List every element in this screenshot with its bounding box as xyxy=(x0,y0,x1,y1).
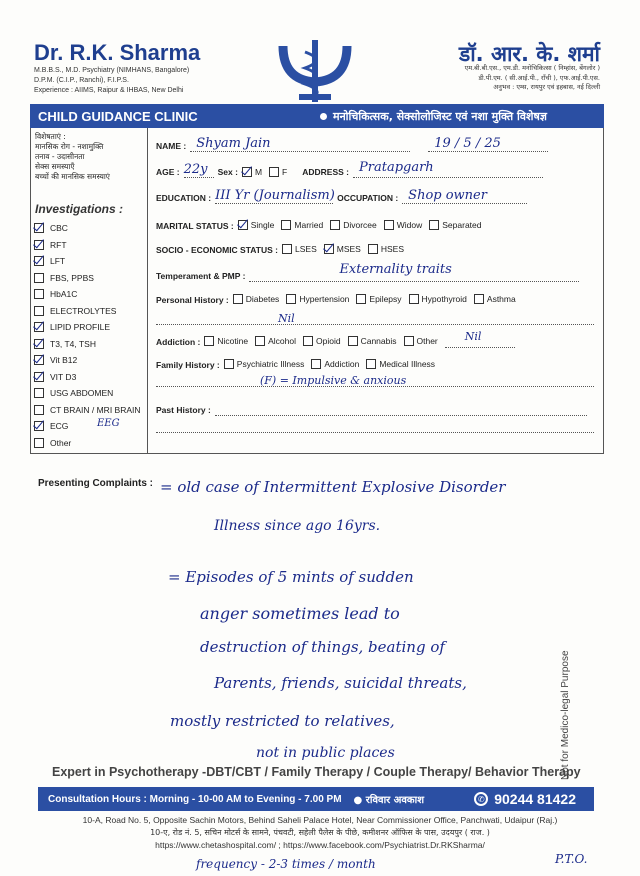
family-history-value: (F) = Impulsive & anxious xyxy=(260,374,407,387)
qualification-line-hindi: डी.पी.एम. ( सी.आई.पी., राँची ), एफ.आई.पी.एस. xyxy=(478,73,600,82)
personal-history-row xyxy=(156,294,523,306)
personal-history-option[interactable] xyxy=(356,294,401,304)
investigation-label: ELECTROLYTES xyxy=(50,305,117,316)
checkbox[interactable] xyxy=(303,336,313,346)
complaint-line: Illness since ago 16yrs. xyxy=(214,518,381,534)
option-label: F xyxy=(282,167,288,177)
marital-option[interactable] xyxy=(429,220,481,230)
clinic-tagline xyxy=(280,109,547,124)
checkbox[interactable] xyxy=(34,339,44,349)
date-field[interactable] xyxy=(428,136,548,152)
sex-option-m[interactable] xyxy=(242,167,262,177)
checkbox[interactable] xyxy=(409,294,419,304)
addiction-option[interactable] xyxy=(204,336,248,346)
checkbox[interactable] xyxy=(242,167,252,177)
checkbox[interactable] xyxy=(348,336,358,346)
occupation-label: OCCUPATION : xyxy=(337,193,399,203)
checkbox[interactable] xyxy=(366,359,376,369)
complaint-line: = Episodes of 5 mints of sudden xyxy=(168,568,414,586)
temperament-row xyxy=(156,262,579,282)
option-label: Hypertension xyxy=(299,294,350,304)
checkbox[interactable] xyxy=(238,220,248,230)
clinic-tagline-text: मनोचिकित्सक, सेक्सोलोजिस्ट एवं नशा मुक्ति विशेषज्ञ xyxy=(333,109,547,123)
checkbox[interactable] xyxy=(34,223,44,233)
sex-label: Sex : xyxy=(217,167,238,177)
investigation-label: CT BRAIN / MRI BRAIN xyxy=(50,404,141,415)
investigation-label: VIT D3 xyxy=(50,371,77,382)
option-label: Divorcee xyxy=(343,220,377,230)
personal-history-option[interactable] xyxy=(286,294,349,304)
investigation-label: RFT xyxy=(50,239,67,250)
age-value: 22y xyxy=(183,162,208,177)
checkbox[interactable] xyxy=(34,438,44,448)
specialty-item: बच्चों की मानसिक समस्याएं xyxy=(35,172,110,181)
socio-economic-row xyxy=(156,244,411,256)
qualification-line: Experience : AIIMS, Raipur & IHBAS, New Delhi xyxy=(34,87,184,94)
website-links[interactable]: https://www.chetashospital.com/ ; https://www.facebook.com/Psychiatrist.Dr.RKSharma/ xyxy=(155,840,485,850)
checkbox[interactable] xyxy=(255,336,265,346)
checkbox[interactable] xyxy=(34,256,44,266)
complaint-line: not in public places xyxy=(256,745,395,761)
marital-status-row xyxy=(156,220,489,232)
investigations-list xyxy=(34,220,149,451)
occupation-value: Shop owner xyxy=(408,188,487,203)
qualification-line: M.B.B.S., M.D. Psychiatry (NIMHANS, Bangalore) xyxy=(34,67,190,74)
investigation-label: LIPID PROFILE xyxy=(50,322,110,333)
checkbox[interactable] xyxy=(330,220,340,230)
family-history-label: Family History : xyxy=(156,360,220,370)
socio-option[interactable] xyxy=(368,244,404,254)
past-history-row xyxy=(156,404,587,416)
family-options xyxy=(224,359,442,371)
dotted-line xyxy=(156,324,594,325)
option-label: LSES xyxy=(295,244,317,254)
specialties-list xyxy=(35,132,110,182)
doctor-name-hindi: डॉ. आर. के. शर्मा xyxy=(459,42,600,66)
psychiatry-psi-caduceus-icon xyxy=(275,38,355,104)
personal-history-value: Nil xyxy=(278,312,295,325)
name-row xyxy=(156,136,548,152)
option-label: Widow xyxy=(396,220,423,230)
checkbox[interactable] xyxy=(204,336,214,346)
investigation-label: CBC xyxy=(50,223,68,234)
option-label: Psychiatric Illness xyxy=(236,359,305,369)
investigation-label: HbA1C xyxy=(50,289,78,300)
marital-options xyxy=(238,220,489,232)
investigation-label: T3, T4, TSH xyxy=(50,338,96,349)
marital-option[interactable] xyxy=(384,220,423,230)
investigation-item[interactable] xyxy=(34,435,149,452)
complaint-line: = old case of Intermittent Explosive Disorder xyxy=(160,478,506,496)
investigation-item[interactable] xyxy=(34,352,149,369)
investigation-label: Other xyxy=(50,437,72,448)
checkbox[interactable] xyxy=(34,421,44,431)
addiction-option[interactable] xyxy=(255,336,296,346)
checkbox[interactable] xyxy=(324,244,334,254)
investigation-item[interactable] xyxy=(34,319,149,336)
socio-label: SOCIO - ECONOMIC STATUS : xyxy=(156,245,278,255)
checkbox[interactable] xyxy=(34,240,44,250)
socio-option[interactable] xyxy=(282,244,317,254)
personal-history-label: Personal History : xyxy=(156,295,229,305)
option-label: Other xyxy=(416,336,438,346)
investigation-label: Vit B12 xyxy=(50,355,78,366)
sidebar xyxy=(30,128,148,454)
checkbox[interactable] xyxy=(368,244,378,254)
investigation-item[interactable] xyxy=(34,286,149,303)
option-label: Asthma xyxy=(486,294,516,304)
investigations-title: Investigations : xyxy=(35,202,124,216)
doctor-name: Dr. R.K. Sharma xyxy=(34,40,201,65)
specialty-heading: विशेषताएं : xyxy=(35,132,66,141)
checkbox[interactable] xyxy=(34,355,44,365)
complaint-line: mostly restricted to relatives, xyxy=(170,712,395,730)
investigation-item[interactable] xyxy=(34,336,149,353)
consultation-hours: Consultation Hours : Morning - 10-00 AM to Evening - 7.00 PM xyxy=(48,793,342,805)
personal-options xyxy=(233,294,523,306)
investigation-item[interactable] xyxy=(34,369,149,386)
addiction-options xyxy=(204,336,444,348)
option-label: HSES xyxy=(380,244,404,254)
name-field[interactable] xyxy=(190,136,410,152)
marital-option[interactable] xyxy=(281,220,323,230)
option-label: Hypothyroid xyxy=(421,294,467,304)
qualification-line-hindi: एम.बी.बी.एस., एम.डी. मनोचिकित्सा ( निम्हांस, बेंगलोर ) xyxy=(464,64,600,72)
investigation-item[interactable] xyxy=(34,418,149,435)
family-history-row xyxy=(156,359,442,371)
education-occupation-row xyxy=(156,188,527,204)
sex-option-f[interactable] xyxy=(269,167,287,177)
option-label: Opioid xyxy=(316,336,341,346)
checkbox[interactable] xyxy=(34,405,44,415)
addiction-label: Addiction : xyxy=(156,337,201,347)
checkbox[interactable] xyxy=(282,244,292,254)
addiction-value: Nil xyxy=(464,330,482,343)
investigation-item[interactable] xyxy=(34,402,149,419)
addiction-option[interactable] xyxy=(303,336,341,346)
age-field[interactable] xyxy=(183,162,214,178)
socio-options xyxy=(282,244,411,256)
option-label: Cannabis xyxy=(360,336,397,346)
consultation-hours-bar xyxy=(38,787,594,811)
investigation-item[interactable] xyxy=(34,385,149,402)
investigation-label: FBS, PPBS xyxy=(50,272,94,283)
addiction-option[interactable] xyxy=(348,336,397,346)
doctor-qualifications xyxy=(34,66,189,96)
investigation-label: ECG xyxy=(50,421,69,432)
checkbox[interactable] xyxy=(429,220,439,230)
marital-option[interactable] xyxy=(238,220,275,230)
personal-history-option[interactable] xyxy=(233,294,280,304)
address-field[interactable] xyxy=(353,160,543,178)
qualification-line-hindi: अनुभव : एम्स, रायपुर एवं इहबास, नई दिल्ली xyxy=(493,83,600,91)
checkbox[interactable] xyxy=(34,388,44,398)
dotted-line xyxy=(156,386,594,387)
presenting-complaints-label: Presenting Complaints : xyxy=(38,478,154,489)
option-label: Nicotine xyxy=(217,336,249,346)
marital-option[interactable] xyxy=(330,220,377,230)
frequency-note: frequency - 2-3 times / month xyxy=(196,857,376,871)
family-history-option[interactable] xyxy=(224,359,305,369)
phone-number[interactable] xyxy=(474,791,576,807)
investigation-item[interactable] xyxy=(34,253,149,270)
complaint-line: anger sometimes lead to xyxy=(200,604,400,623)
option-label: M xyxy=(254,167,263,177)
checkbox[interactable] xyxy=(474,294,484,304)
personal-history-option[interactable] xyxy=(474,294,516,304)
dotted-line xyxy=(156,432,594,433)
socio-option[interactable] xyxy=(324,244,361,254)
checkbox[interactable] xyxy=(34,306,44,316)
address-hindi: 10-ए, रोड नं. 5, सचिन मोटर्स के सामने, पंचवटी, सहेली पैलेस के पीछे, कमीशनर ऑफिस के पास, उदयपुर ( राज. ) xyxy=(150,828,490,837)
checkbox[interactable] xyxy=(233,294,243,304)
checkbox[interactable] xyxy=(286,294,296,304)
qualification-line: D.P.M. (C.I.P., Ranchi), F.I.P.S. xyxy=(34,77,129,84)
option-label: Married xyxy=(294,220,324,230)
education-value: III Yr (Journalism) xyxy=(215,188,335,203)
phone-text: 90244 81422 xyxy=(494,791,576,807)
age-sex-address-row xyxy=(156,160,543,178)
marital-label: MARITAL STATUS : xyxy=(156,221,234,231)
investigation-item[interactable] xyxy=(34,303,149,320)
investigation-item[interactable] xyxy=(34,270,149,287)
specialty-item: तनाव - उदासीनता xyxy=(35,152,85,161)
age-label: AGE : xyxy=(156,167,180,177)
addiction-option[interactable] xyxy=(404,336,438,346)
expert-statement: Expert in Psychotherapy -DBT/CBT / Family Therapy / Couple Therapy/ Behavior Therapy xyxy=(52,765,581,779)
occupation-field[interactable] xyxy=(402,188,527,204)
addiction-other-field[interactable] xyxy=(445,330,515,348)
address-value: Pratapgarh xyxy=(359,160,434,175)
complaint-line: Parents, friends, suicidal threats, xyxy=(214,674,467,692)
clinic-banner xyxy=(30,104,604,128)
temperament-value: Externality traits xyxy=(339,262,452,277)
investigation-item[interactable] xyxy=(34,220,149,237)
checkbox[interactable] xyxy=(269,167,279,177)
eeg-handwritten-note: EEG xyxy=(97,418,120,429)
past-history-label: Past History : xyxy=(156,405,211,415)
personal-history-option[interactable] xyxy=(409,294,467,304)
temperament-label: Temperament & PMP : xyxy=(156,271,246,281)
pto-note: P.T.O. xyxy=(555,852,588,866)
option-label: Diabetes xyxy=(245,294,280,304)
investigation-label: LFT xyxy=(50,256,66,267)
checkbox[interactable] xyxy=(281,220,291,230)
checkbox[interactable] xyxy=(34,322,44,332)
checkbox[interactable] xyxy=(34,372,44,382)
specialty-item: सेक्स समस्याएँ xyxy=(35,162,75,171)
family-history-option[interactable] xyxy=(311,359,359,369)
address-label: ADDRESS : xyxy=(302,167,350,177)
complaint-line: destruction of things, beating of xyxy=(200,638,445,656)
option-label: Single xyxy=(250,220,275,230)
phone-icon: ✆ xyxy=(474,792,488,806)
checkbox[interactable] xyxy=(34,289,44,299)
checkbox[interactable] xyxy=(34,273,44,283)
past-history-field[interactable] xyxy=(215,404,587,416)
name-value: Shyam Jain xyxy=(196,136,271,151)
name-label: NAME : xyxy=(156,141,187,151)
education-label: EDUCATION : xyxy=(156,193,212,203)
doctor-qualifications-hindi xyxy=(465,64,600,93)
holiday-note: ● रविवार अवकाश xyxy=(353,795,424,806)
checkbox[interactable] xyxy=(384,220,394,230)
medico-legal-note: Not for Medico-legal Purpose xyxy=(560,650,571,780)
checkbox[interactable] xyxy=(404,336,414,346)
family-history-option[interactable] xyxy=(366,359,435,369)
checkbox[interactable] xyxy=(311,359,321,369)
option-label: Addiction xyxy=(324,359,360,369)
patient-form xyxy=(148,128,604,454)
address-english: 10-A, Road No. 5, Opposite Sachin Motors, Behind Saheli Palace Hotel, Near Commissioner Office, Panchwati, Udaipur (Raj.) xyxy=(82,815,558,825)
addiction-row xyxy=(156,330,515,348)
specialty-item: मानसिक रोग - नशामुक्ति xyxy=(35,142,104,151)
temperament-field[interactable] xyxy=(249,262,579,282)
option-label: Separated xyxy=(442,220,482,230)
investigation-item[interactable] xyxy=(34,237,149,254)
holiday-text: रविवार अवकाश xyxy=(365,795,424,806)
investigation-label: USG ABDOMEN xyxy=(50,388,114,399)
education-field[interactable] xyxy=(215,188,335,204)
checkbox[interactable] xyxy=(224,359,234,369)
option-label: Alcohol xyxy=(268,336,296,346)
checkbox[interactable] xyxy=(356,294,366,304)
option-label: Medical Illness xyxy=(379,359,436,369)
bullet-icon xyxy=(320,113,327,120)
option-label: Epilepsy xyxy=(369,294,402,304)
clinic-name: CHILD GUIDANCE CLINIC xyxy=(38,108,198,124)
date-value: 19 / 5 / 25 xyxy=(434,136,501,151)
option-label: MSES xyxy=(336,244,361,254)
